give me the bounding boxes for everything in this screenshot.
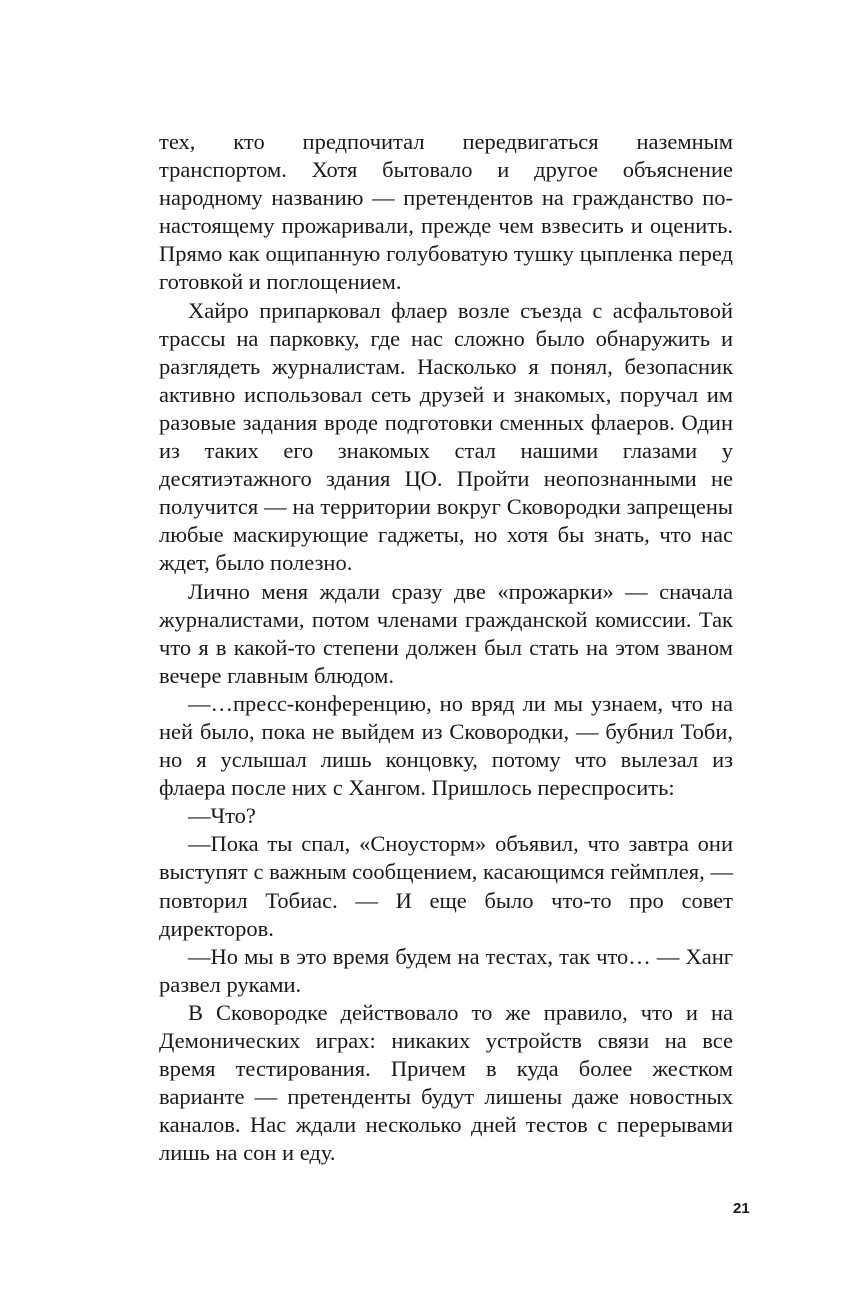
- paragraph-2: Хайро припарковал флаер возле съезда с асфальтовой трассы на парковку, где нас сложно было обнаружить и разглядеть журналистам. Насколько я понял, безопасник активно использовал сеть друзей и знакомых, поручал им разовые задания вроде подготовки сменных флаеров. Один из таких его знакомых стал нашими глазами у десятиэтажного здания ЦО. Пройти неопознанными не получится — на территории вокруг Сковородки запрещены любые маскирующие гаджеты, но хотя бы знать, что нас ждет, было полезно.: [159, 297, 733, 576]
- paragraph-1: тех, кто предпочитал передвигаться наземным транспортом. Хотя бытовало и другое объяснение народному названию — претендентов на гражданство по-настоящему прожаривали, прежде чем взвесить и оценить. Прямо как ощипанную голубоватую тушку цыпленка перед готовкой и поглощением.: [159, 129, 733, 295]
- paragraph-4: —…пресс-конференцию, но вряд ли мы узнаем, что на ней было, пока не выйдем из Сковородки, — бубнил Тоби, но я услышал лишь концовку, потому что вылезал из флаера после них с Хангом. Пришлось переспросить:: [159, 690, 733, 801]
- paragraph-7: —Но мы в это время будем на тестах, так что… — Ханг развел руками.: [159, 943, 733, 997]
- paragraph-8: В Сковородке действовало то же правило, что и на Демонических играх: никаких устройств связи на все время тестирования. Причем в куда более жестком варианте — претенденты будут лишены даже новостных каналов. Нас ждали несколько дней тестов с перерывами лишь на сон и еду.: [159, 999, 733, 1166]
- paragraph-6: —Пока ты спал, «Сноусторм» объявил, что завтра они выступят с важным сообщением, касающимся геймплея, — повторил Тобиас. — И еще было что-то про совет директоров.: [159, 831, 733, 941]
- body-text: [159, 128, 733, 1167]
- page-number: 21: [733, 1200, 750, 1217]
- paragraph-5: —Что?: [188, 803, 256, 829]
- paragraph-3: Лично меня ждали сразу две «прожарки» — сначала журналистами, потом членами гражданской комиссии. Так что я в какой-то степени должен был стать на этом званом вечере главным блюдом.: [159, 578, 733, 688]
